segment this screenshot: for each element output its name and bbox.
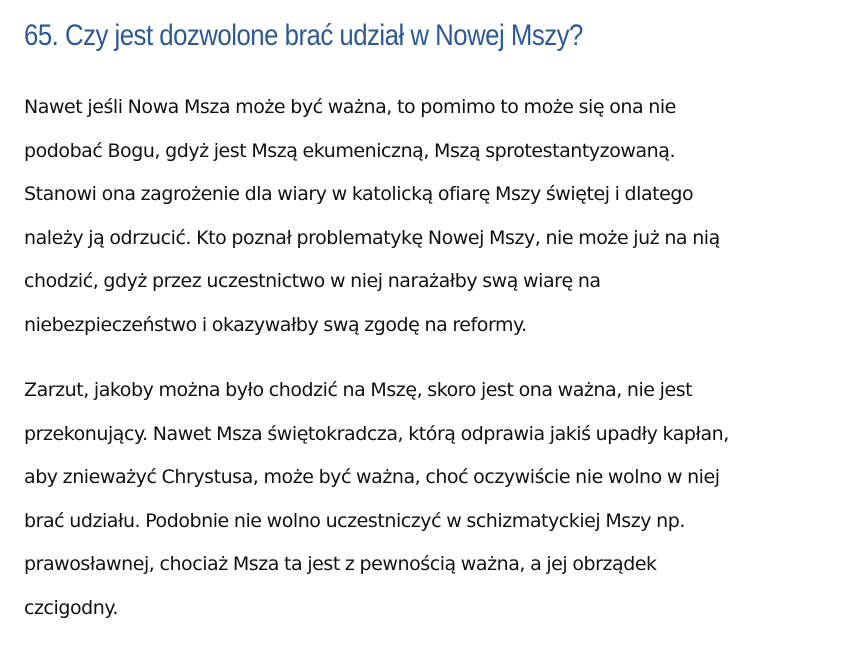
paragraph-line: Stanowi ona zagrożenie dla wiary w katolicką ofiarę Mszy świętej i dlatego	[24, 183, 694, 205]
paragraph-line: brać udziału. Podobnie nie wolno uczestniczyć w schizmatyckiej Mszy np.	[24, 509, 685, 532]
paragraph-line: podobać Bogu, gdyż jest Mszą ekumeniczną, Mszą sprotestantyzowaną.	[24, 139, 676, 162]
paragraph-line: należy ją odrzucić. Kto poznał problematykę Nowej Mszy, nie może już na nią	[24, 226, 720, 249]
paragraph-line: aby znieważyć Chrystusa, może być ważna, choć oczywiście nie wolno w niej	[24, 466, 720, 488]
paragraph-line: czcigodny.	[24, 596, 119, 619]
paragraph-line: niebezpieczeństwo i okazywałby swą zgodę na reformy.	[24, 313, 527, 336]
paragraph-line: prawosławnej, chociaż Msza ta jest z pewnością ważna, a jej obrządek	[24, 553, 657, 575]
paragraph-line: przekonujący. Nawet Msza świętokradcza, którą odprawia jakiś upadły kapłan,	[24, 422, 729, 445]
paragraph-line: Zarzut, jakoby można było chodzić na Mszę, skoro jest ona ważna, nie jest	[24, 379, 693, 401]
paragraph-2	[24, 369, 836, 630]
paragraph-line: chodzić, gdyż przez uczestnictwo w niej narażałby swą wiarę na	[24, 270, 601, 292]
paragraph-line: Nawet jeśli Nowa Msza może być ważna, to pomimo to może się ona nie	[24, 96, 676, 118]
section-heading: 65. Czy jest dozwolone brać udział w Nowej Mszy?	[24, 19, 583, 52]
paragraph-1	[24, 86, 836, 347]
